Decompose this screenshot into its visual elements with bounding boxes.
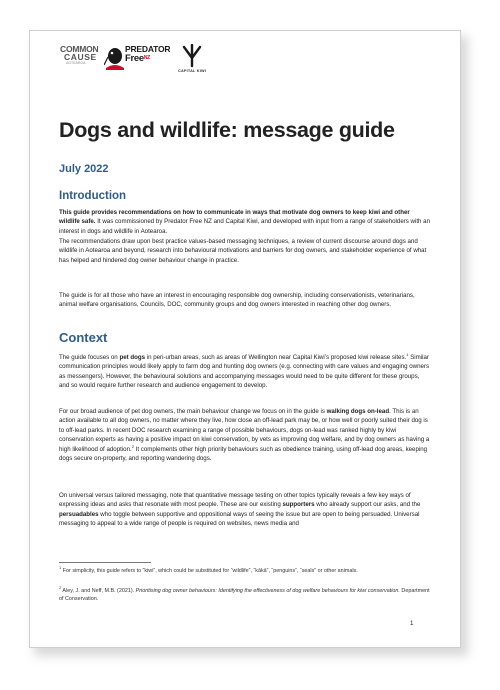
context-paragraph-3	[59, 491, 431, 529]
intro-p1-bold: This guide provides recommendations on how to communicate in ways that motivate dog owners to keep kiwi and other wildlife safe.	[59, 209, 410, 226]
intro-paragraph-1	[59, 208, 431, 236]
predator-free-wordmark	[125, 45, 170, 63]
intro-p1-rest: It was commissioned by Predator Free NZ and Capital Kiwi, and developed with input from a range of stakeholders with an interest in dogs and wildlife in Aotearoa.	[59, 218, 431, 235]
footnote-ref-2[interactable]: 2	[131, 443, 134, 449]
context-p3-bold2: persuadables	[59, 510, 99, 518]
context-p1-c: Similar communication principles would likely apply to farm dog and hunting dog owners (e.g. connecting with care values and engaging owners as messengers). However, the behavioural solutions and accompanying messages would need to be quite different for these groups, and so would require further research and audience engagement to develop.	[59, 354, 430, 390]
predator-free-word: Free	[125, 53, 144, 64]
context-p3-c: who toggle between supportive and oppositional ways of seeing the issue but are open to being persuaded. Universal messaging to appeal to a wide range of people is required on websites, news media and	[59, 510, 420, 528]
context-paragraph-2	[59, 407, 431, 463]
context-p1-b: in peri-urban areas, such as areas of Wellington near Capital Kiwi’s proposed kiwi release sites.	[145, 354, 407, 361]
footnote-2-a: Aley, J. and Neff, M.B. (2021).	[61, 588, 136, 594]
intro-paragraph-2: The recommendations draw upon best practice values-based messaging techniques, a review of current discourse around dogs and wildlife in Aotearoa and beyond, research into behavioural motivations and barriers for dog owners, and stakeholder experience of what has helped and hindered dog owner behaviour change in practice.	[59, 238, 427, 264]
context-p1-bold: pet dogs	[119, 354, 146, 361]
context-p3-b: who already support our asks, and the	[314, 501, 421, 509]
footnote-1-marker: 1	[59, 565, 62, 571]
predator-free-nz: NZ	[143, 55, 150, 61]
predator-free-logo	[104, 44, 174, 78]
kiwi-bird-icon	[104, 44, 126, 74]
context-p3-bold1: supporters	[282, 501, 315, 509]
document-title: Dogs and wildlife: message guide	[59, 118, 395, 142]
context-heading: Context	[59, 330, 108, 345]
predator-free-line2	[125, 54, 170, 63]
capital-kiwi-logo	[177, 44, 217, 78]
logo-strip	[60, 44, 240, 78]
footnote-ref-1[interactable]: 1	[406, 351, 409, 357]
footnote-1-text: For simplicity, this guide refers to “kiwi”, which could be substituted for “wildlife”, “kākā”, “penguins”, “seals” or other animals.	[61, 568, 358, 574]
capital-kiwi-label: CAPITAL KIWI	[178, 69, 206, 73]
common-cause-line3: AOTEAROA	[66, 61, 86, 65]
kiwi-footprint-icon	[177, 44, 207, 68]
footnote-1	[59, 567, 431, 575]
context-p2-c: It complements other high priority behaviours such as obedience training, using off-lead dog areas, keeping dogs secure on-property, and reporting wandering dogs.	[59, 445, 428, 463]
context-p2-a: For our broad audience of pet dog owners, the main behaviour change we focus on in the guide is	[59, 408, 327, 415]
introduction-heading: Introduction	[59, 190, 127, 202]
document-date: July 2022	[59, 163, 109, 175]
predator-free-line1: PREDATOR	[125, 44, 171, 54]
common-cause-line1: COMMON	[60, 44, 99, 54]
common-cause-logo	[60, 45, 100, 66]
context-paragraph-1	[59, 353, 431, 391]
common-cause-line2: CAUSE	[64, 52, 97, 62]
context-p2-bold: walking dogs on-lead	[326, 408, 390, 415]
context-p3-a: On universal versus tailored messaging, note that quantitative message testing on other topics typically reveals a few key ways of expressing ideas and asks that resonate with most people. These are our existing	[59, 492, 411, 509]
footnote-2-marker: 2	[59, 585, 62, 591]
footnote-2-italic: Prioritising dog owner behaviours: Identifying the effectiveness of dog welfare behaviours for kiwi conservation.	[135, 588, 400, 594]
footnote-2	[59, 587, 431, 603]
page-number: 1	[410, 620, 414, 627]
footnote-2-b: Department of Conservation.	[59, 588, 430, 603]
footnote-divider	[59, 562, 151, 563]
intro-paragraph-3: The guide is for all those who have an interest in encouraging responsible dog ownership, including conservationists, veterinarians, animal welfare organisations, Councils, DOC, community groups and dog owners interested in reaching other dog owners.	[59, 292, 415, 309]
context-p1-a: The guide focuses on	[59, 354, 120, 361]
context-p2-b: . This is an action available to all dog owners, no matter where they live, how close an off-lead park may be, or how well or poorly suited their dog is to off-lead parks. In recent DOC research examining a range of possible behaviours, dogs on-lead was ranked highly by kiwi conservation experts as having a positive impact on kiwi conservation, by vets as improving dog welfare, and by dog owners as having a high likelihood of adoption.	[59, 408, 430, 453]
